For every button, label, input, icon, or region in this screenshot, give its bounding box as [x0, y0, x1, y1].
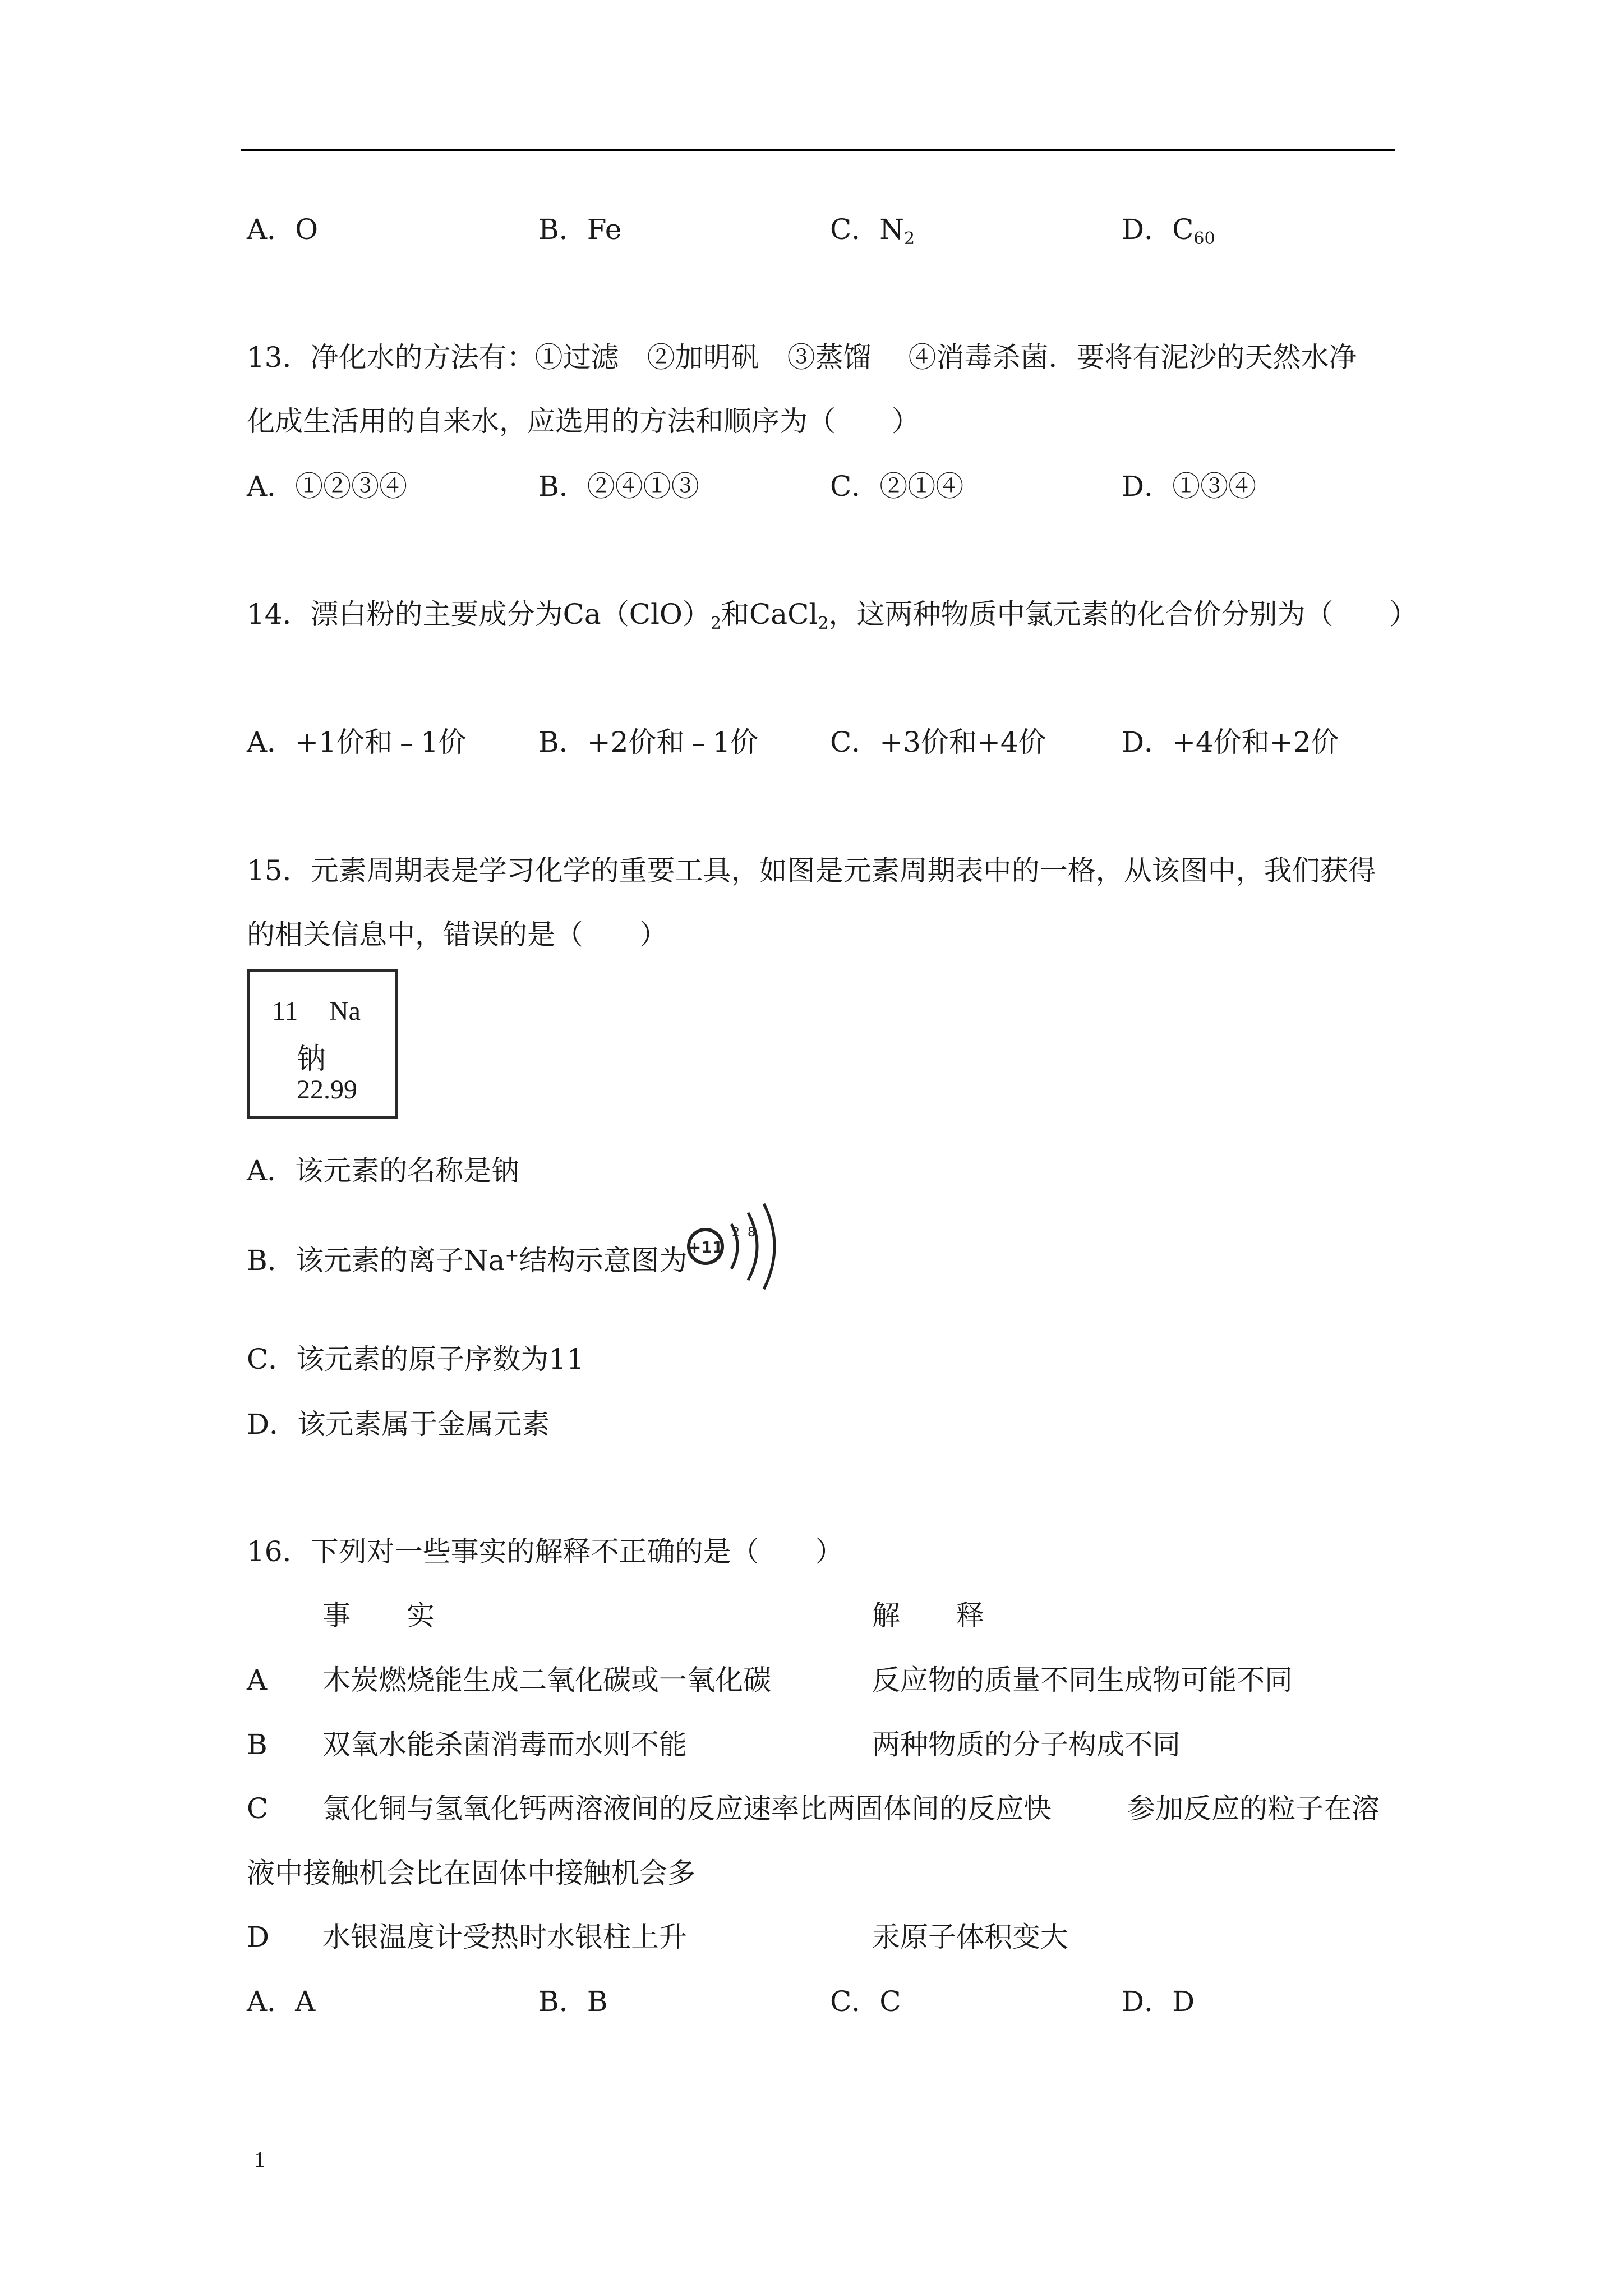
atomic-mass: 22.99: [297, 1075, 357, 1105]
q15-stem-line1: 15．元素周期表是学习化学的重要工具，如图是元素周期表中的一格，从该图中，我们获得: [247, 854, 1376, 887]
page-number: 1: [254, 2147, 265, 2172]
q16-row-fact: 双氧水能杀菌消毒而水则不能: [322, 1728, 687, 1761]
q16-row-fact: 木炭燃烧能生成二氧化碳或一氧化碳: [322, 1664, 771, 1696]
q15-option-d: D．该元素属于金属元素: [247, 1408, 550, 1441]
q16-row-label: B: [247, 1728, 268, 1761]
shell1-electrons: 2: [732, 1226, 740, 1240]
q16-row-label: C: [247, 1792, 269, 1825]
q16-option-d: D．D: [1122, 1985, 1195, 2018]
q16-header-explain: 解 释: [872, 1599, 984, 1632]
q16-row-explain: 汞原子体积变大: [872, 1921, 1068, 1953]
q16-row-label: A: [247, 1664, 268, 1696]
q12-option-b: B．Fe: [538, 213, 622, 246]
q16-header-fact: 事 实: [322, 1599, 435, 1632]
q16-option-c: C．C: [830, 1985, 901, 2018]
periodic-table-cell: [247, 969, 398, 1119]
q13-option-c: C．②①④: [830, 470, 964, 503]
electron-shell-2: [748, 1213, 757, 1280]
q16-row-fact: 氯化铜与氢氧化钙两溶液间的反应速率比两固体间的反应快: [322, 1792, 1052, 1825]
q16-stem: 16．下列对一些事实的解释不正确的是（ ）: [247, 1535, 843, 1568]
q14-option-d: D．+4价和+2价: [1122, 726, 1339, 758]
q12-option-c: C．$N_2$: [830, 213, 915, 249]
q16-option-a: A．A: [247, 1985, 316, 2018]
q16-row-continuation: 液中接触机会比在固体中接触机会多: [247, 1857, 695, 1889]
element-name: 钠: [297, 1042, 326, 1076]
q16-row-explain: 两种物质的分子构成不同: [872, 1728, 1181, 1761]
q16-row-label: D: [247, 1921, 270, 1953]
atom-structure-diagram: [682, 1202, 777, 1291]
q12-option-a: A．O: [247, 213, 319, 246]
q16-option-b: B．B: [538, 1985, 608, 2018]
shell2-electrons: 8: [748, 1226, 755, 1240]
q16-row-fact: 水银温度计受热时水银柱上升: [322, 1921, 687, 1953]
q15-option-c: C．该元素的原子序数为11: [247, 1343, 584, 1375]
q14-option-b: B．+2价和﹣1价: [538, 726, 759, 758]
q15-option-a: A．该元素的名称是钠: [247, 1154, 520, 1187]
atomic-number: 11: [272, 996, 298, 1026]
header-rule: [241, 149, 1395, 151]
q12-option-d: D．$C_{60}$: [1122, 213, 1215, 249]
q14-option-a: A．+1价和﹣1价: [247, 726, 467, 758]
electron-shell-3: [764, 1204, 774, 1289]
q16-row-explain: 参加反应的粒子在溶: [1127, 1792, 1380, 1825]
q13-option-d: D．①③④: [1122, 470, 1257, 503]
element-symbol: Na: [329, 996, 361, 1026]
q15-option-b: B．该元素的离子Na+结构示意图为: [247, 1244, 688, 1277]
q14-option-c: C．+3价和+4价: [830, 726, 1046, 758]
q15-stem-line2: 的相关信息中，错误的是（ ）: [247, 918, 667, 951]
q13-stem-line2: 化成生活用的自来水，应选用的方法和顺序为（ ）: [247, 405, 920, 438]
nucleus-charge: +11: [688, 1238, 723, 1257]
q13-stem-line1: 13．净化水的方法有：①过滤 ②加明矾 ③蒸馏 ④消毒杀菌．要将有泥沙的天然水净: [247, 341, 1357, 374]
q13-option-b: B．②④①③: [538, 470, 699, 503]
q16-row-explain: 反应物的质量不同生成物可能不同: [872, 1664, 1293, 1696]
q13-option-a: A．①②③④: [247, 470, 408, 503]
q14-stem: 14．漂白粉的主要成分为$Ca(ClO)_2$和CaCl$_2$，这两种物质中氯元素的化合价分别为（ ）: [247, 598, 1418, 633]
